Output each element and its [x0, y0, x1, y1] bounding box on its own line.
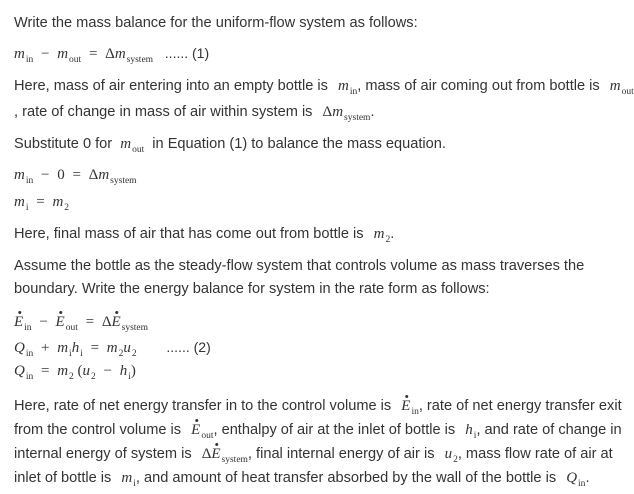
intro-mass-balance: Write the mass balance for the uniform-flow system as follows:	[14, 15, 418, 31]
energy-def-line-3: internal energy of system is $\Delta E_{system}$, final internal energy of air is $u_2$, mass flow rate of air at	[14, 446, 613, 465]
definition-line-1: Here, mass of air entering into an empty bottle is $m_{in}$, mass of air coming out from bottle is $m_{out}$	[14, 78, 634, 97]
equation-2-ref: ...... (2)	[166, 339, 211, 355]
equation-energy-rate: $E_{in} - E_{out} = \Delta E_{system}$	[14, 314, 149, 333]
equation-1-ref: ...... (1)	[164, 45, 210, 61]
equation-mass-equal: $m_i = m_2$	[14, 194, 70, 213]
equation-1: $m_{in} - m_{out} = \Delta m_{system}$ ...... (1)	[14, 45, 210, 65]
energy-def-line-2: from the control volume is $E_{out}$, enthalpy of air at the inlet of bottle is $h_i$, and rate of change in	[14, 422, 622, 441]
equation-2: $Q_{in} + m_ih_i = m_2u_2$ ...... (2)	[14, 339, 211, 359]
assume-line-2: boundary. Write the energy balance for system in the rate form as follows:	[14, 281, 490, 297]
assume-line-1: Assume the bottle as the steady-flow system that controls volume as mass traverses the	[14, 258, 585, 274]
equation-mass-substituted: $m_{in} - 0 = \Delta m_{system}$	[14, 167, 137, 186]
final-mass-line: Here, final mass of air that has come out from bottle is $m_2$.	[14, 226, 395, 245]
equation-heat: $Q_{in} = m_2$ $(u_2 - h_i)$	[14, 363, 136, 382]
substitute-line: Substitute 0 for $m_{out}$ in Equation (1) to balance the mass equation.	[14, 136, 446, 155]
definition-line-2: , rate of change in mass of air within system is $\Delta m_{system}$.	[14, 104, 375, 123]
energy-def-line-4: inlet of bottle is $m_i$, and amount of heat transfer absorbed by the wall of the bottle is $Q_{in}$.	[14, 470, 590, 489]
energy-def-line-1: Here, rate of net energy transfer in to the control volume is $E_{in}$, rate of net energy transfer exit	[14, 398, 622, 417]
